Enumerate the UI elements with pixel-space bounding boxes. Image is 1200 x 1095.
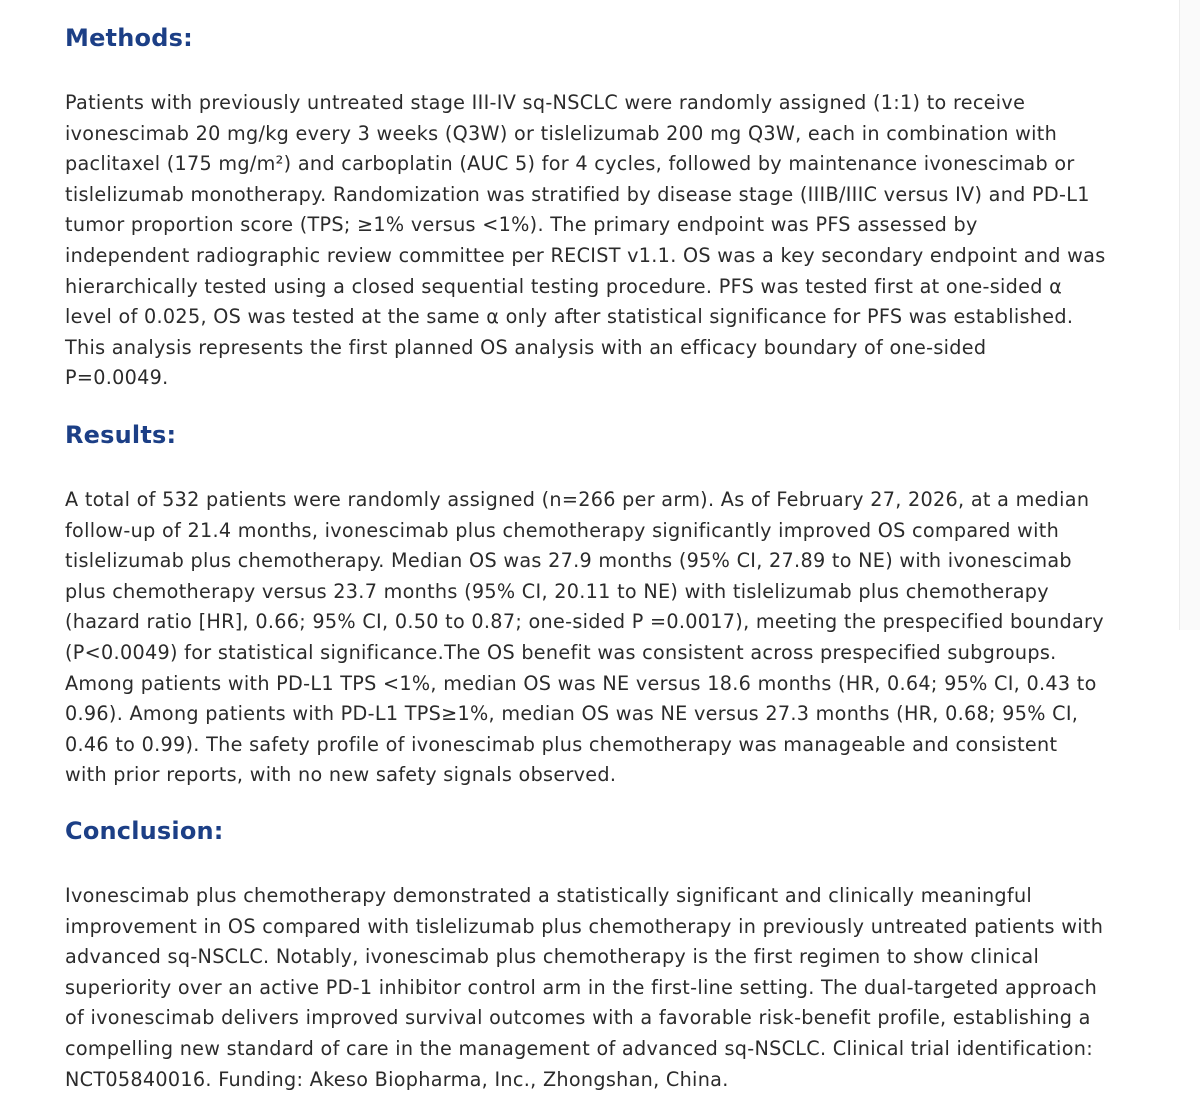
right-edge-panel <box>1179 0 1200 630</box>
methods-heading: Methods: <box>65 24 193 52</box>
results-text: A total of 532 patients were randomly assigned (n=266 per arm). As of February 27, 2026, at a median follow-up of 21.4 months, ivonescimab plus chemotherapy significantly improved OS compared with tislelizumab plus chemotherapy. Median OS was 27.9 months (95% CI, 27.89 to NE) with ivonescimab plus chemotherapy versus 23.7 months (95% CI, 20.11 to NE) with tislelizumab plus chemotherapy (hazard ratio [HR], 0.66; 95% CI, 0.50 to 0.87; one-sided P =0.0017), meeting the prespecified boundary (P<0.0049) for statistical significance.The OS benefit was consistent across prespecified subgroups. Among patients with PD-L1 TPS <1%, median OS was NE versus 18.6 months (HR, 0.64; 95% CI, 0.43 to 0.96). Among patients with PD-L1 TPS≥1%, median OS was NE versus 27.3 months (HR, 0.68; 95% CI, 0.46 to 0.99). The safety profile of ivonescimab plus chemotherapy was manageable and consistent with prior reports, with no new safety signals observed. <box>65 488 1104 787</box>
methods-section <box>65 23 1155 394</box>
conclusion-text: Ivonescimab plus chemotherapy demonstrated a statistically significant and clinically meaningful improvement in OS compared with tislelizumab plus chemotherapy in previously untreated patients with advanced sq-NSCLC. Notably, ivonescimab plus chemotherapy is the first regimen to show clinical superiority over an active PD-1 inhibitor control arm in the first-line setting. The dual-targeted approach of ivonescimab delivers improved survival outcomes with a favorable risk-benefit profile, establishing a compelling new standard of care in the management of advanced sq-NSCLC. Clinical trial identification: NCT05840016. Funding: Akeso Biopharma, Inc., Zhongshan, China. <box>65 884 1104 1091</box>
methods-text: Patients with previously untreated stage III-IV sq-NSCLC were randomly assigned (1:1) to receive ivonescimab 20 mg/kg every 3 weeks (Q3W) or tislelizumab 200 mg Q3W, each in combination with paclitaxel (175 mg/m²) and carboplatin (AUC 5) for 4 cycles, followed by maintenance ivonescimab or tislelizumab monotherapy. Randomization was stratified by disease stage (IIIB/IIIC versus IV) and PD-L1 tumor proportion score (TPS; ≥1% versus <1%). The primary endpoint was PFS assessed by independent radiographic review committee per RECIST v1.1. OS was a key secondary endpoint and was hierarchically tested using a closed sequential testing procedure. PFS was tested first at one-sided α level of 0.025, OS was tested at the same α only after statistical significance for PFS was established. This analysis represents the first planned OS analysis with an efficacy boundary of one-sided P=0.0049. <box>65 91 1106 390</box>
results-heading: Results: <box>65 421 177 449</box>
conclusion-section <box>65 816 1155 1095</box>
results-section <box>65 420 1155 791</box>
conclusion-heading: Conclusion: <box>65 817 224 845</box>
